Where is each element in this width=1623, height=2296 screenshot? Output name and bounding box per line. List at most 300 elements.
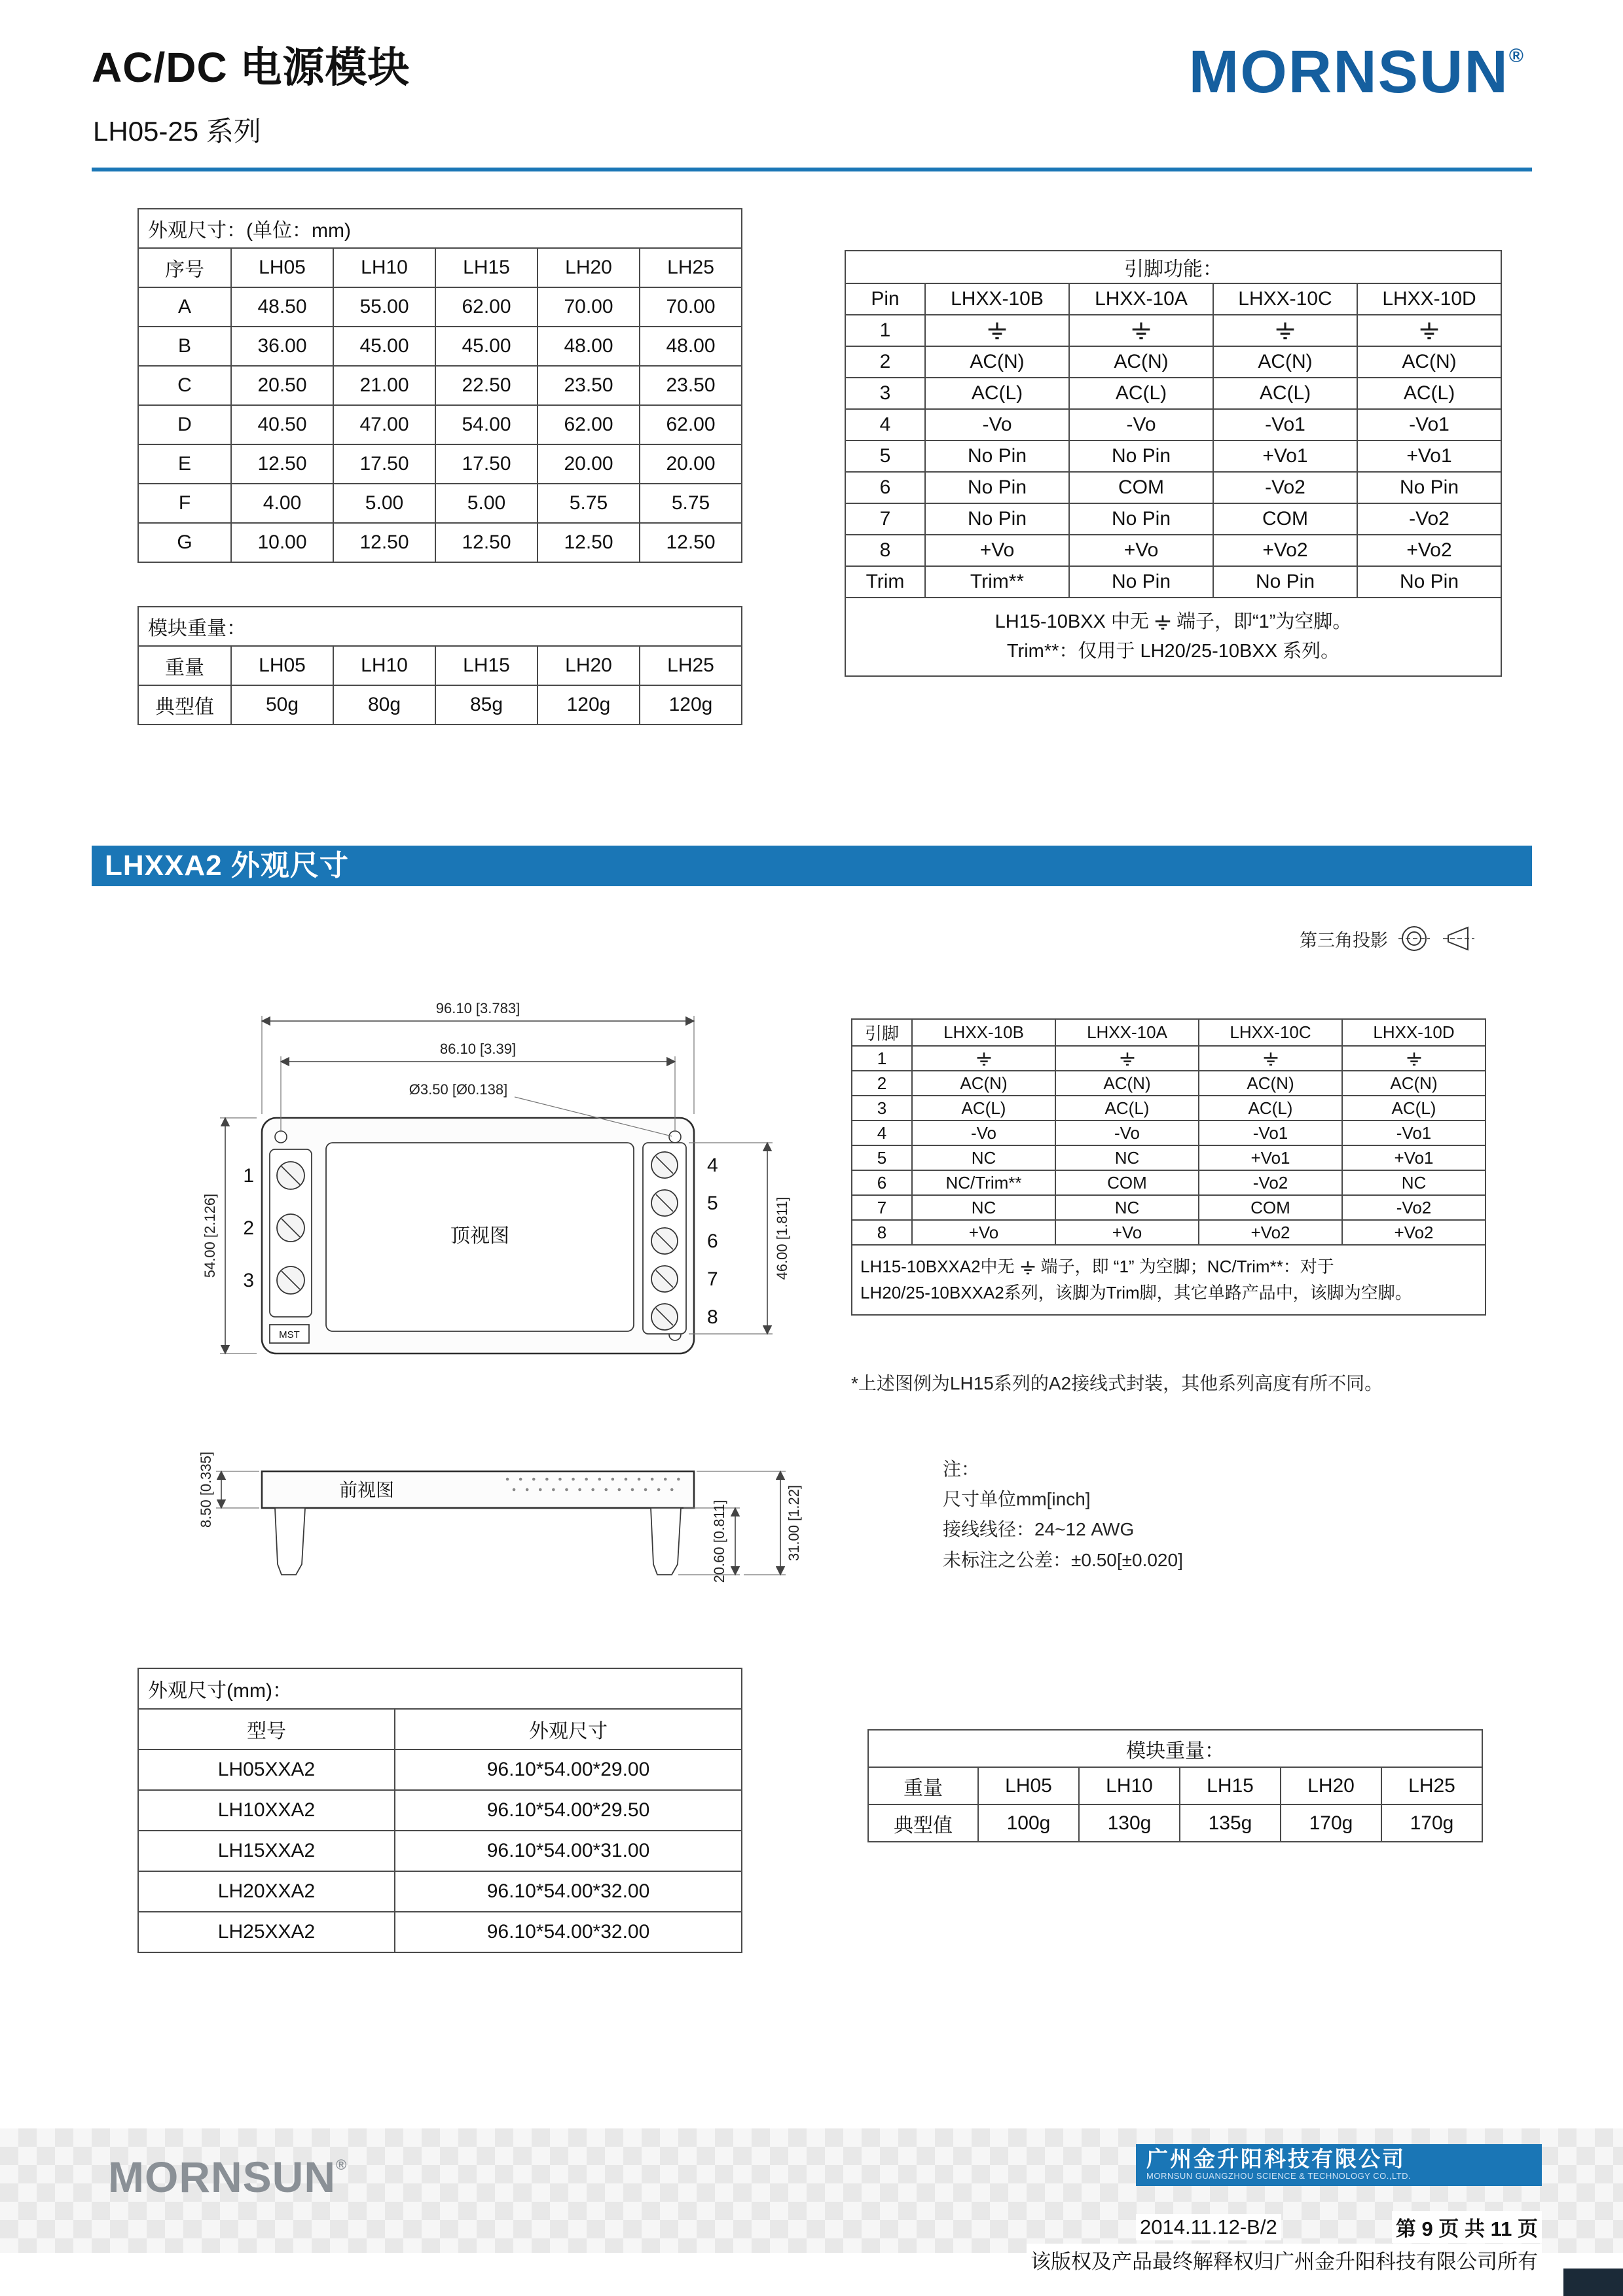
- table-row: [138, 327, 742, 366]
- ground-icon: [1273, 321, 1297, 342]
- pin-number: 8: [707, 1306, 718, 1328]
- table-cell: LH10XXA2: [138, 1790, 395, 1831]
- table-header-row: [845, 283, 1501, 315]
- footer-brand-wordmark: MORNSUN: [108, 2153, 336, 2201]
- table-cell: 4.00: [231, 484, 333, 523]
- table-header-row: [138, 248, 742, 287]
- projection-cone-icon: [1440, 924, 1477, 953]
- table-cell: -Vo: [1055, 1121, 1199, 1145]
- table-cell: LH25XXA2: [138, 1912, 395, 1952]
- table-cell: 5.00: [435, 484, 538, 523]
- ground-icon: [1262, 1051, 1280, 1067]
- table-cell: 7: [852, 1195, 912, 1220]
- table-cell: +Vo1: [1342, 1145, 1486, 1170]
- column-header: LHXX-10D: [1342, 1019, 1486, 1046]
- note-line: 尺寸单位mm[inch]: [943, 1489, 1091, 1510]
- column-header: LHXX-10D: [1357, 283, 1501, 315]
- column-header: 引脚: [852, 1019, 912, 1046]
- table-row: [138, 1749, 742, 1790]
- column-header: LHXX-10A: [1055, 1019, 1199, 1046]
- table-caption-row: 模块重量：: [138, 607, 742, 646]
- front-dim-left: 8.50 [0.335]: [198, 1451, 214, 1528]
- table-cell: No Pin: [1357, 566, 1501, 598]
- footer-mornsun-logo: [108, 2152, 347, 2202]
- column-header: LH15: [1180, 1767, 1281, 1804]
- pin-note-line1: [852, 607, 1494, 637]
- table-cell: -Vo1: [1199, 1121, 1342, 1145]
- table-cell: -Vo: [925, 409, 1069, 440]
- table-cell: AC(L): [912, 1096, 1055, 1121]
- table-cell: 36.00: [231, 327, 333, 366]
- column-header: 重量: [868, 1767, 978, 1804]
- table-cell: AC(L): [1357, 378, 1501, 409]
- column-header: 型号: [138, 1709, 395, 1749]
- pin-table-note-row: [845, 598, 1501, 676]
- table-cell: Trim: [845, 566, 925, 598]
- note-line: 未标注之公差：±0.50[±0.020]: [943, 1549, 1183, 1570]
- table-cell: -Vo2: [1199, 1170, 1342, 1195]
- table-cell: 典型值: [868, 1804, 978, 1842]
- table-cell: [1069, 315, 1213, 346]
- table-cell: Trim**: [925, 566, 1069, 598]
- table-cell: 23.50: [640, 366, 742, 405]
- table-cell: 22.50: [435, 366, 538, 405]
- front-dim-right1: 20.60 [0.811]: [711, 1499, 727, 1583]
- page-title: AC/DC 电源模块: [92, 44, 410, 91]
- pin-number: 4: [707, 1155, 718, 1176]
- table-cell: No Pin: [925, 472, 1069, 503]
- table-cell: 170g: [1281, 1804, 1381, 1842]
- table-row: [138, 685, 742, 725]
- table-cell: 4: [852, 1121, 912, 1145]
- ground-icon: [975, 1051, 993, 1067]
- table-cell: 5.75: [640, 484, 742, 523]
- company-name-bar: [1136, 2144, 1542, 2186]
- table-cell: 120g: [538, 685, 640, 725]
- table-cell: 5: [845, 440, 925, 472]
- pin-number: 5: [707, 1193, 718, 1214]
- table-cell: NC: [912, 1145, 1055, 1170]
- table-cell: 70.00: [538, 287, 640, 327]
- table-cell: F: [138, 484, 231, 523]
- column-header: LH05: [978, 1767, 1079, 1804]
- registered-mark: ®: [1508, 45, 1525, 67]
- table-cell: +Vo2: [1357, 535, 1501, 566]
- table-cell: 135g: [1180, 1804, 1281, 1842]
- pin-number: 6: [707, 1230, 718, 1252]
- table-cell: No Pin: [925, 440, 1069, 472]
- table-cell: AC(N): [1213, 346, 1357, 378]
- table-cell: 62.00: [640, 405, 742, 444]
- table-cell: 6: [845, 472, 925, 503]
- table-row: [138, 1790, 742, 1831]
- note-title: 注：: [943, 1459, 980, 1479]
- table-row: [845, 409, 1501, 440]
- table-cell: 12.50: [538, 523, 640, 562]
- table-cell: 8: [845, 535, 925, 566]
- outline-dimensions-table: [137, 208, 742, 563]
- pin-number: 1: [243, 1165, 254, 1187]
- top-view-label: 顶视图: [450, 1225, 509, 1247]
- table-row: [845, 440, 1501, 472]
- table-cell: NC: [1055, 1145, 1199, 1170]
- table-cell: LH20XXA2: [138, 1871, 395, 1912]
- table-row: [845, 535, 1501, 566]
- top-view: [202, 1000, 790, 1354]
- table-cell: -Vo2: [1357, 503, 1501, 535]
- projection-label: 第三角投影: [1300, 930, 1388, 950]
- table-cell: AC(N): [1199, 1071, 1342, 1096]
- table-cell: +Vo: [1055, 1220, 1199, 1245]
- table-cell: 12.50: [231, 444, 333, 484]
- table-caption-row: 引脚功能：: [845, 251, 1501, 283]
- company-name-cn: 广州金升阳科技有限公司: [1146, 2147, 1406, 2171]
- table-cell: 12.50: [435, 523, 538, 562]
- table-row: [845, 566, 1501, 598]
- pin-note-text: LH15-10BXX 中无: [994, 611, 1149, 632]
- table-cell: +Vo1: [1199, 1145, 1342, 1170]
- dim-width2: 86.10 [3.39]: [439, 1041, 517, 1057]
- column-header: LH20: [1281, 1767, 1381, 1804]
- front-view: [198, 1452, 802, 1583]
- table-cell: G: [138, 523, 231, 562]
- table-cell: COM: [1213, 503, 1357, 535]
- table-cell: AC(L): [1342, 1096, 1486, 1121]
- table-cell: AC(L): [1213, 378, 1357, 409]
- table-cell: AC(N): [1069, 346, 1213, 378]
- terminal-screw: [277, 1162, 304, 1294]
- table-cell: AC(L): [925, 378, 1069, 409]
- mounting-hole: [275, 1131, 287, 1143]
- column-header: LH25: [640, 646, 742, 685]
- table-cell: 2: [845, 346, 925, 378]
- table-cell: 17.50: [333, 444, 435, 484]
- table-cell: +Vo: [1069, 535, 1213, 566]
- pin-table-a2-note-row: [852, 1245, 1486, 1315]
- table-cell: 5.75: [538, 484, 640, 523]
- table-row: [852, 1170, 1486, 1195]
- table-cell: AC(N): [925, 346, 1069, 378]
- table-cell: AC(L): [1199, 1096, 1342, 1121]
- table-cell: NC/Trim**: [912, 1170, 1055, 1195]
- section-header-lhxxa2: LHXXA2 外观尺寸: [92, 846, 1532, 886]
- table-row: [845, 315, 1501, 346]
- pin-function-table: [845, 250, 1502, 677]
- column-header: LH20: [538, 646, 640, 685]
- brand-wordmark: MORNSUN: [1188, 39, 1509, 105]
- table-cell: 1: [852, 1046, 912, 1071]
- table-cell: 20.00: [538, 444, 640, 484]
- pin-note-line2: Trim**：仅用于 LH20/25-10BXX 系列。: [1006, 640, 1340, 662]
- column-header: 重量: [138, 646, 231, 685]
- table-cell: +Vo1: [1213, 440, 1357, 472]
- table-cell: 120g: [640, 685, 742, 725]
- table-cell: AC(N): [912, 1071, 1055, 1096]
- table-cell: 96.10*54.00*32.00: [395, 1871, 742, 1912]
- table-cell: AC(N): [1055, 1071, 1199, 1096]
- footer-registered-mark: ®: [336, 2157, 348, 2173]
- table-row: [852, 1195, 1486, 1220]
- column-header: LH25: [1381, 1767, 1482, 1804]
- pin-number: 7: [707, 1268, 718, 1290]
- table-cell: 12.50: [333, 523, 435, 562]
- table-cell: 40.50: [231, 405, 333, 444]
- table-cell: B: [138, 327, 231, 366]
- table-cell: 7: [845, 503, 925, 535]
- table-row: [138, 444, 742, 484]
- pin-a2-note-text: LH15-10BXXA2中无: [860, 1257, 1015, 1276]
- module-weight-table-a2: [867, 1729, 1483, 1842]
- table-cell: -Vo: [912, 1121, 1055, 1145]
- table-cell: +Vo: [912, 1220, 1055, 1245]
- table-row: [868, 1804, 1482, 1842]
- mornsun-logo: [1189, 38, 1525, 107]
- header-divider: [92, 168, 1532, 171]
- table-cell: AC(L): [1069, 378, 1213, 409]
- table-caption-row: 外观尺寸：(单位：mm): [138, 209, 742, 248]
- table-row: [138, 366, 742, 405]
- module-weight-table: [137, 606, 742, 725]
- table-cell: NC: [1342, 1170, 1486, 1195]
- table-cell: 96.10*54.00*29.50: [395, 1790, 742, 1831]
- copyright-line: 该版权及产品最终解释权归广州金升阳科技有限公司所有: [1027, 2244, 1542, 2276]
- column-header: LH15: [435, 248, 538, 287]
- table-cell: A: [138, 287, 231, 327]
- table-cell: No Pin: [1069, 503, 1213, 535]
- date-page-line: [1136, 2211, 1542, 2243]
- dim-height-left: 54.00 [2.126]: [202, 1193, 218, 1278]
- table-cell: COM: [1055, 1170, 1199, 1195]
- table-cell: No Pin: [1357, 472, 1501, 503]
- table-cell: 48.50: [231, 287, 333, 327]
- column-header: LHXX-10C: [1199, 1019, 1342, 1046]
- column-header: LHXX-10B: [912, 1019, 1055, 1046]
- table-row: [138, 405, 742, 444]
- table-cell: 48.00: [538, 327, 640, 366]
- column-header: Pin: [845, 283, 925, 315]
- table-cell: 96.10*54.00*29.00: [395, 1749, 742, 1790]
- table-cell: AC(L): [1055, 1096, 1199, 1121]
- table-cell: 典型值: [138, 685, 231, 725]
- table-cell: -Vo2: [1342, 1195, 1486, 1220]
- table-cell: No Pin: [925, 503, 1069, 535]
- front-dim-right2: 31.00 [1.22]: [786, 1484, 802, 1562]
- dim-height-right: 46.00 [1.811]: [774, 1196, 790, 1280]
- projection-circle-icon: [1397, 924, 1431, 953]
- table-row: [138, 287, 742, 327]
- table-cell: -Vo1: [1357, 409, 1501, 440]
- table-cell: 8: [852, 1220, 912, 1245]
- table-cell: 62.00: [435, 287, 538, 327]
- table-row: [852, 1096, 1486, 1121]
- table-cell: 96.10*54.00*31.00: [395, 1831, 742, 1871]
- table-cell: +Vo2: [1213, 535, 1357, 566]
- table-cell: 48.00: [640, 327, 742, 366]
- dim-hole: Ø3.50 [Ø0.138]: [409, 1081, 508, 1098]
- table-cell: C: [138, 366, 231, 405]
- table-cell: [1213, 315, 1357, 346]
- ground-icon: [1153, 614, 1173, 632]
- table-cell: 62.00: [538, 405, 640, 444]
- doc-version-date: 2014.11.12-B/2: [1136, 2214, 1281, 2240]
- company-name-en: MORNSUN GUANGZHOU SCIENCE & TECHNOLOGY CO.,LTD.: [1146, 2171, 1412, 2181]
- pin-function-table-a2: [851, 1018, 1486, 1316]
- table-cell: COM: [1069, 472, 1213, 503]
- table-cell: 20.00: [640, 444, 742, 484]
- table-cell: 6: [852, 1170, 912, 1195]
- table-cell: D: [138, 405, 231, 444]
- column-header: LH05: [231, 248, 333, 287]
- table-row: [852, 1046, 1486, 1071]
- table-cell: -Vo2: [1213, 472, 1357, 503]
- table-row: [845, 378, 1501, 409]
- outline-dimensions-table-a2: [137, 1668, 742, 1953]
- table-cell: 2: [852, 1071, 912, 1096]
- table-cell: No Pin: [1213, 566, 1357, 598]
- table-cell: 10.00: [231, 523, 333, 562]
- ground-icon: [1129, 321, 1153, 342]
- pin-number: 2: [243, 1217, 254, 1239]
- column-header: LH05: [231, 646, 333, 685]
- corner-mark: [1563, 2269, 1623, 2296]
- table-cell: [1055, 1046, 1199, 1071]
- figure-note: *上述图例为LH15系列的A2接线式封装，其他系列高度有所不同。: [851, 1373, 1383, 1393]
- table-cell: [925, 315, 1069, 346]
- table-cell: LH15XXA2: [138, 1831, 395, 1871]
- column-header: LHXX-10C: [1213, 283, 1357, 315]
- table-cell: 54.00: [435, 405, 538, 444]
- third-angle-projection: [1300, 924, 1477, 953]
- table-cell: NC: [912, 1195, 1055, 1220]
- table-cell: +Vo2: [1199, 1220, 1342, 1245]
- table-cell: 3: [852, 1096, 912, 1121]
- table-cell: 45.00: [435, 327, 538, 366]
- front-terminal: [275, 1508, 305, 1575]
- pin-number: 3: [243, 1270, 254, 1291]
- table-cell: COM: [1199, 1195, 1342, 1220]
- table-row: [138, 1912, 742, 1952]
- ground-icon: [1118, 1051, 1137, 1067]
- table-cell: 1: [845, 315, 925, 346]
- table-cell: [1342, 1046, 1486, 1071]
- ground-icon: [1019, 1260, 1037, 1276]
- table-cell: 47.00: [333, 405, 435, 444]
- table-row: [138, 484, 742, 523]
- table-cell: AC(N): [1342, 1071, 1486, 1096]
- table-row: [845, 346, 1501, 378]
- table-row: [138, 1871, 742, 1912]
- page-subtitle: LH05-25 系列: [93, 116, 261, 147]
- ground-icon: [1417, 321, 1441, 342]
- table-cell: [1199, 1046, 1342, 1071]
- table-cell: 170g: [1381, 1804, 1482, 1842]
- table-row: [852, 1220, 1486, 1245]
- column-header: LHXX-10B: [925, 283, 1069, 315]
- table-cell: No Pin: [1069, 566, 1213, 598]
- table-header-row: [138, 1709, 742, 1749]
- column-header: LH10: [333, 248, 435, 287]
- table-cell: 3: [845, 378, 925, 409]
- pin-a2-note-text: 端子，即 “1” 为空脚；NC/Trim**：对于: [1040, 1257, 1334, 1276]
- pin-note-text: 端子，即“1”为空脚。: [1176, 611, 1352, 632]
- table-caption-row: 外观尺寸(mm)：: [138, 1668, 742, 1709]
- table-cell: 50g: [231, 685, 333, 725]
- column-header: LH20: [538, 248, 640, 287]
- table-cell: 17.50: [435, 444, 538, 484]
- table-cell: LH05XXA2: [138, 1749, 395, 1790]
- column-header: LH10: [333, 646, 435, 685]
- mst-label: MST: [279, 1329, 300, 1340]
- table-row: [138, 1831, 742, 1871]
- ground-icon: [1405, 1051, 1423, 1067]
- mounting-hole: [669, 1131, 681, 1143]
- table-cell: 20.50: [231, 366, 333, 405]
- table-cell: 85g: [435, 685, 538, 725]
- table-row: [845, 503, 1501, 535]
- table-cell: 96.10*54.00*32.00: [395, 1912, 742, 1952]
- table-cell: 80g: [333, 685, 435, 725]
- table-cell: 5.00: [333, 484, 435, 523]
- page-number: 第 9 页 共 11 页: [1392, 2211, 1542, 2243]
- table-caption-row: 模块重量：: [868, 1730, 1482, 1767]
- table-cell: 23.50: [538, 366, 640, 405]
- column-header: 外观尺寸: [395, 1709, 742, 1749]
- pin-a2-note-text: LH20/25-10BXXA2系列，该脚为Trim脚，其它单路产品中，该脚为空脚。: [860, 1283, 1412, 1303]
- column-header: LH25: [640, 248, 742, 287]
- table-cell: +Vo1: [1357, 440, 1501, 472]
- table-cell: AC(N): [1357, 346, 1501, 378]
- table-cell: 4: [845, 409, 925, 440]
- table-cell: E: [138, 444, 231, 484]
- table-cell: +Vo: [925, 535, 1069, 566]
- table-row: [852, 1145, 1486, 1170]
- table-row: [852, 1121, 1486, 1145]
- table-cell: NC: [1055, 1195, 1199, 1220]
- table-header-row: [868, 1767, 1482, 1804]
- notes-block: [943, 1454, 1183, 1575]
- ground-icon: [985, 321, 1009, 342]
- table-row: [845, 472, 1501, 503]
- table-cell: 21.00: [333, 366, 435, 405]
- table-cell: 55.00: [333, 287, 435, 327]
- table-cell: 12.50: [640, 523, 742, 562]
- table-cell: 5: [852, 1145, 912, 1170]
- front-view-label: 前视图: [338, 1480, 395, 1500]
- table-cell: No Pin: [1069, 440, 1213, 472]
- table-header-row: [852, 1019, 1486, 1046]
- table-cell: -Vo1: [1342, 1121, 1486, 1145]
- table-cell: -Vo1: [1213, 409, 1357, 440]
- column-header: LH15: [435, 646, 538, 685]
- table-cell: [912, 1046, 1055, 1071]
- outline-drawing: [151, 948, 845, 1641]
- table-cell: -Vo: [1069, 409, 1213, 440]
- dim-width: 96.10 [3.783]: [435, 1000, 520, 1016]
- column-header: 序号: [138, 248, 231, 287]
- table-cell: 100g: [978, 1804, 1079, 1842]
- column-header: LH10: [1079, 1767, 1180, 1804]
- table-cell: 70.00: [640, 287, 742, 327]
- table-cell: [1357, 315, 1501, 346]
- table-cell: 45.00: [333, 327, 435, 366]
- front-terminal: [651, 1508, 681, 1575]
- table-cell: +Vo2: [1342, 1220, 1486, 1245]
- note-line: 接线线径：24~12 AWG: [943, 1519, 1135, 1540]
- table-header-row: [138, 646, 742, 685]
- column-header: LHXX-10A: [1069, 283, 1213, 315]
- table-row: [852, 1071, 1486, 1096]
- table-cell: 130g: [1079, 1804, 1180, 1842]
